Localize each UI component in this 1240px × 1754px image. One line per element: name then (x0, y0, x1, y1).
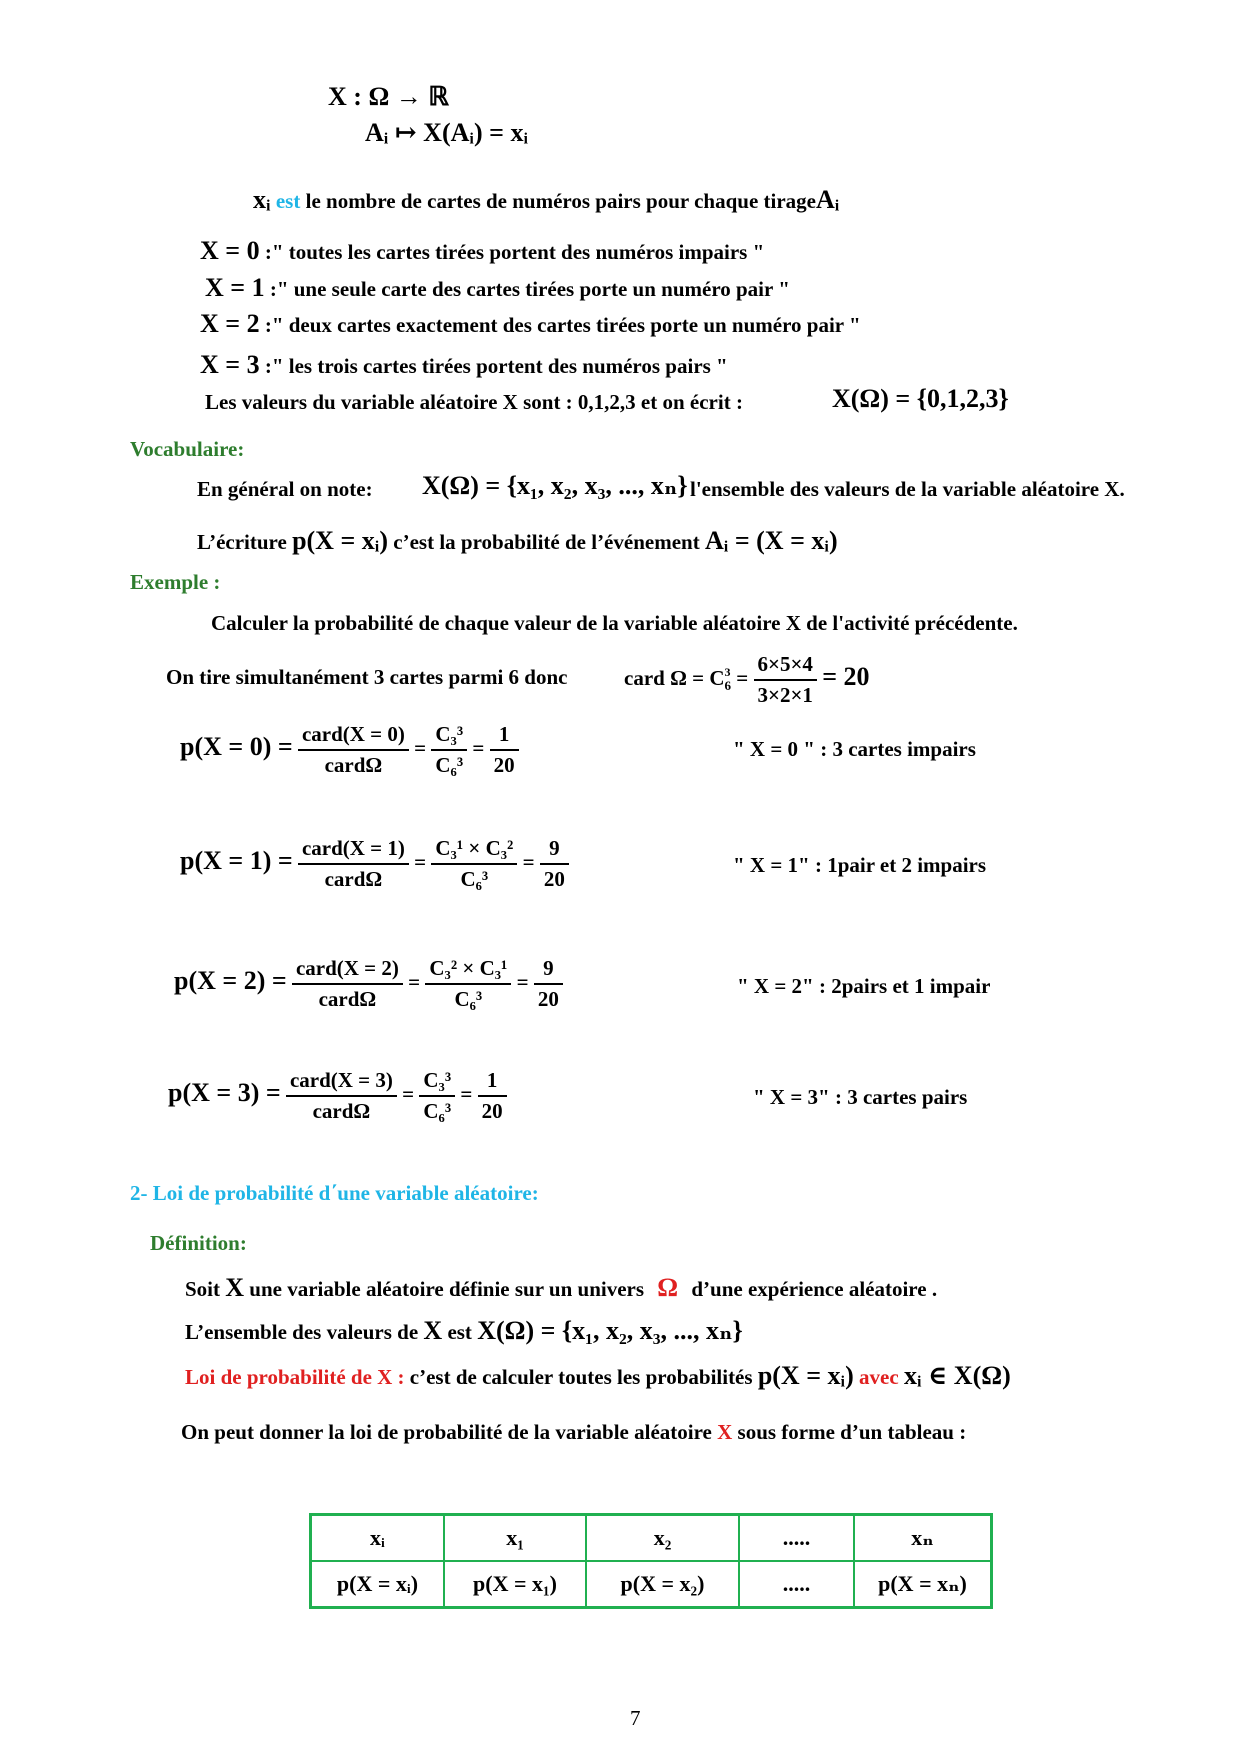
card-den: 3×2×1 (754, 679, 817, 708)
table-cell: ..... (739, 1515, 854, 1562)
table-cell: x₁ (444, 1515, 586, 1562)
prob-note-0: " X = 0 " : 3 cartes impairs (733, 737, 976, 761)
table-row (311, 1561, 992, 1608)
prob-row-1: p(X = 1) = $\frac{\text{card(X = 1)}}{\text{cardΩ}}$ = $\frac{\text{C₃¹ × C₃²}}{\text{C₆³}}$ = $\frac{9}{20}$ (180, 836, 569, 892)
mapping-line2: Aᵢ ↦ X(Aᵢ) = xᵢ (365, 118, 529, 147)
definition-heading: Définition: (150, 1231, 247, 1255)
page-number: 7 (630, 1706, 641, 1730)
values-formula: X(Ω) = {0,1,2,3} (832, 384, 1009, 413)
values-line: Les valeurs du variable aléatoire X sont : 0,1,2,3 et on écrit : (205, 390, 743, 414)
table-cell: p(X = x₁) (444, 1561, 586, 1608)
section2-title: 2- Loi de probabilité d΄une variable aléatoire: (130, 1181, 539, 1205)
ensemble-line: L’ensemble des valeurs de X est X(Ω) = {x₁, x₂, x₃, ..., xₙ} (185, 1316, 743, 1345)
table-cell: p(X = x₂) (586, 1561, 739, 1608)
vocab-general-prefix: En général on note: (197, 477, 373, 501)
prob-note-2: " X = 2" : 2pairs et 1 impair (737, 974, 991, 998)
table-cell: p(X = xᵢ) (311, 1561, 445, 1608)
example-heading: Exemple : (130, 570, 221, 594)
case-x3: X = 3 :" les trois cartes tirées portent des numéros pairs " (200, 350, 728, 379)
soit-line: Soit X une variable aléatoire définie sur un univers Ω d’une expérience aléatoire . (185, 1273, 938, 1302)
card-num: 6×5×4 (757, 652, 813, 676)
example-statement: Calculer la probabilité de chaque valeur de la variable aléatoire X de l'activité précédente. (211, 611, 1018, 635)
prob-note-3: " X = 3" : 3 cartes pairs (753, 1085, 968, 1109)
xi-definition: xᵢ est le nombre de cartes de numéros pairs pour chaque tirageAᵢ (253, 185, 840, 214)
prob-row-0: p(X = 0) = $\frac{\text{card(X = 0)}}{\text{cardΩ}}$ = $\frac{\text{C₃³}}{\text{C₆³}}$ = $\frac{1}{20}$ (180, 722, 519, 778)
mapping-line1: X : Ω → ℝ (328, 82, 449, 111)
card-omega: card $\Omega = C^3_6$ = $\frac{6\times 5\times 4}{3\times 2\times 1}$ = 20 (624, 652, 870, 707)
prob-note-1: " X = 1" : 1pair et 2 impairs (733, 853, 987, 877)
case-x1: X = 1 :" une seule carte des cartes tirées porte un numéro pair " (205, 273, 790, 302)
vocab-general-formula: X(Ω) = {x₁, x₂, x₃, ..., xₙ} (422, 471, 688, 500)
case-x2: X = 2 :" deux cartes exactement des cartes tirées porte un numéro pair " (200, 309, 861, 338)
table-cell: xₙ (854, 1515, 992, 1562)
vocab-general-suffix: l'ensemble des valeurs de la variable aléatoire X. (690, 477, 1125, 501)
table-cell: ..... (739, 1561, 854, 1608)
prob-row-2: p(X = 2) = $\frac{\text{card(X = 2)}}{\text{cardΩ}}$ = $\frac{\text{C₃² × C₃¹}}{\text{C₆³}}$ = $\frac{9}{20}$ (174, 956, 563, 1012)
vocab-ecriture: L’écriture p(X = xᵢ) c’est la probabilité de l’événement Aᵢ = (X = xᵢ) (197, 526, 838, 555)
prob-row-3: p(X = 3) = $\frac{\text{card(X = 3)}}{\text{cardΩ}}$ = $\frac{\text{C₃³}}{\text{C₆³}}$ = $\frac{1}{20}$ (168, 1068, 507, 1124)
table-row (311, 1515, 992, 1562)
tableau-line: On peut donner la loi de probabilité de la variable aléatoire X sous forme d’un tableau : (181, 1420, 967, 1444)
table-cell: xᵢ (311, 1515, 445, 1562)
probability-law-table (309, 1513, 993, 1609)
table-cell: p(X = xₙ) (854, 1561, 992, 1608)
draw-text: On tire simultanément 3 cartes parmi 6 donc (166, 665, 568, 689)
table-cell: x₂ (586, 1515, 739, 1562)
loi-line: Loi de probabilité de X : c’est de calculer toutes les probabilités p(X = xᵢ) avec xᵢ ∈ X(Ω) (185, 1361, 1011, 1390)
vocab-heading: Vocabulaire: (130, 437, 245, 461)
case-x0: X = 0 :" toutes les cartes tirées portent des numéros impairs " (200, 236, 765, 265)
